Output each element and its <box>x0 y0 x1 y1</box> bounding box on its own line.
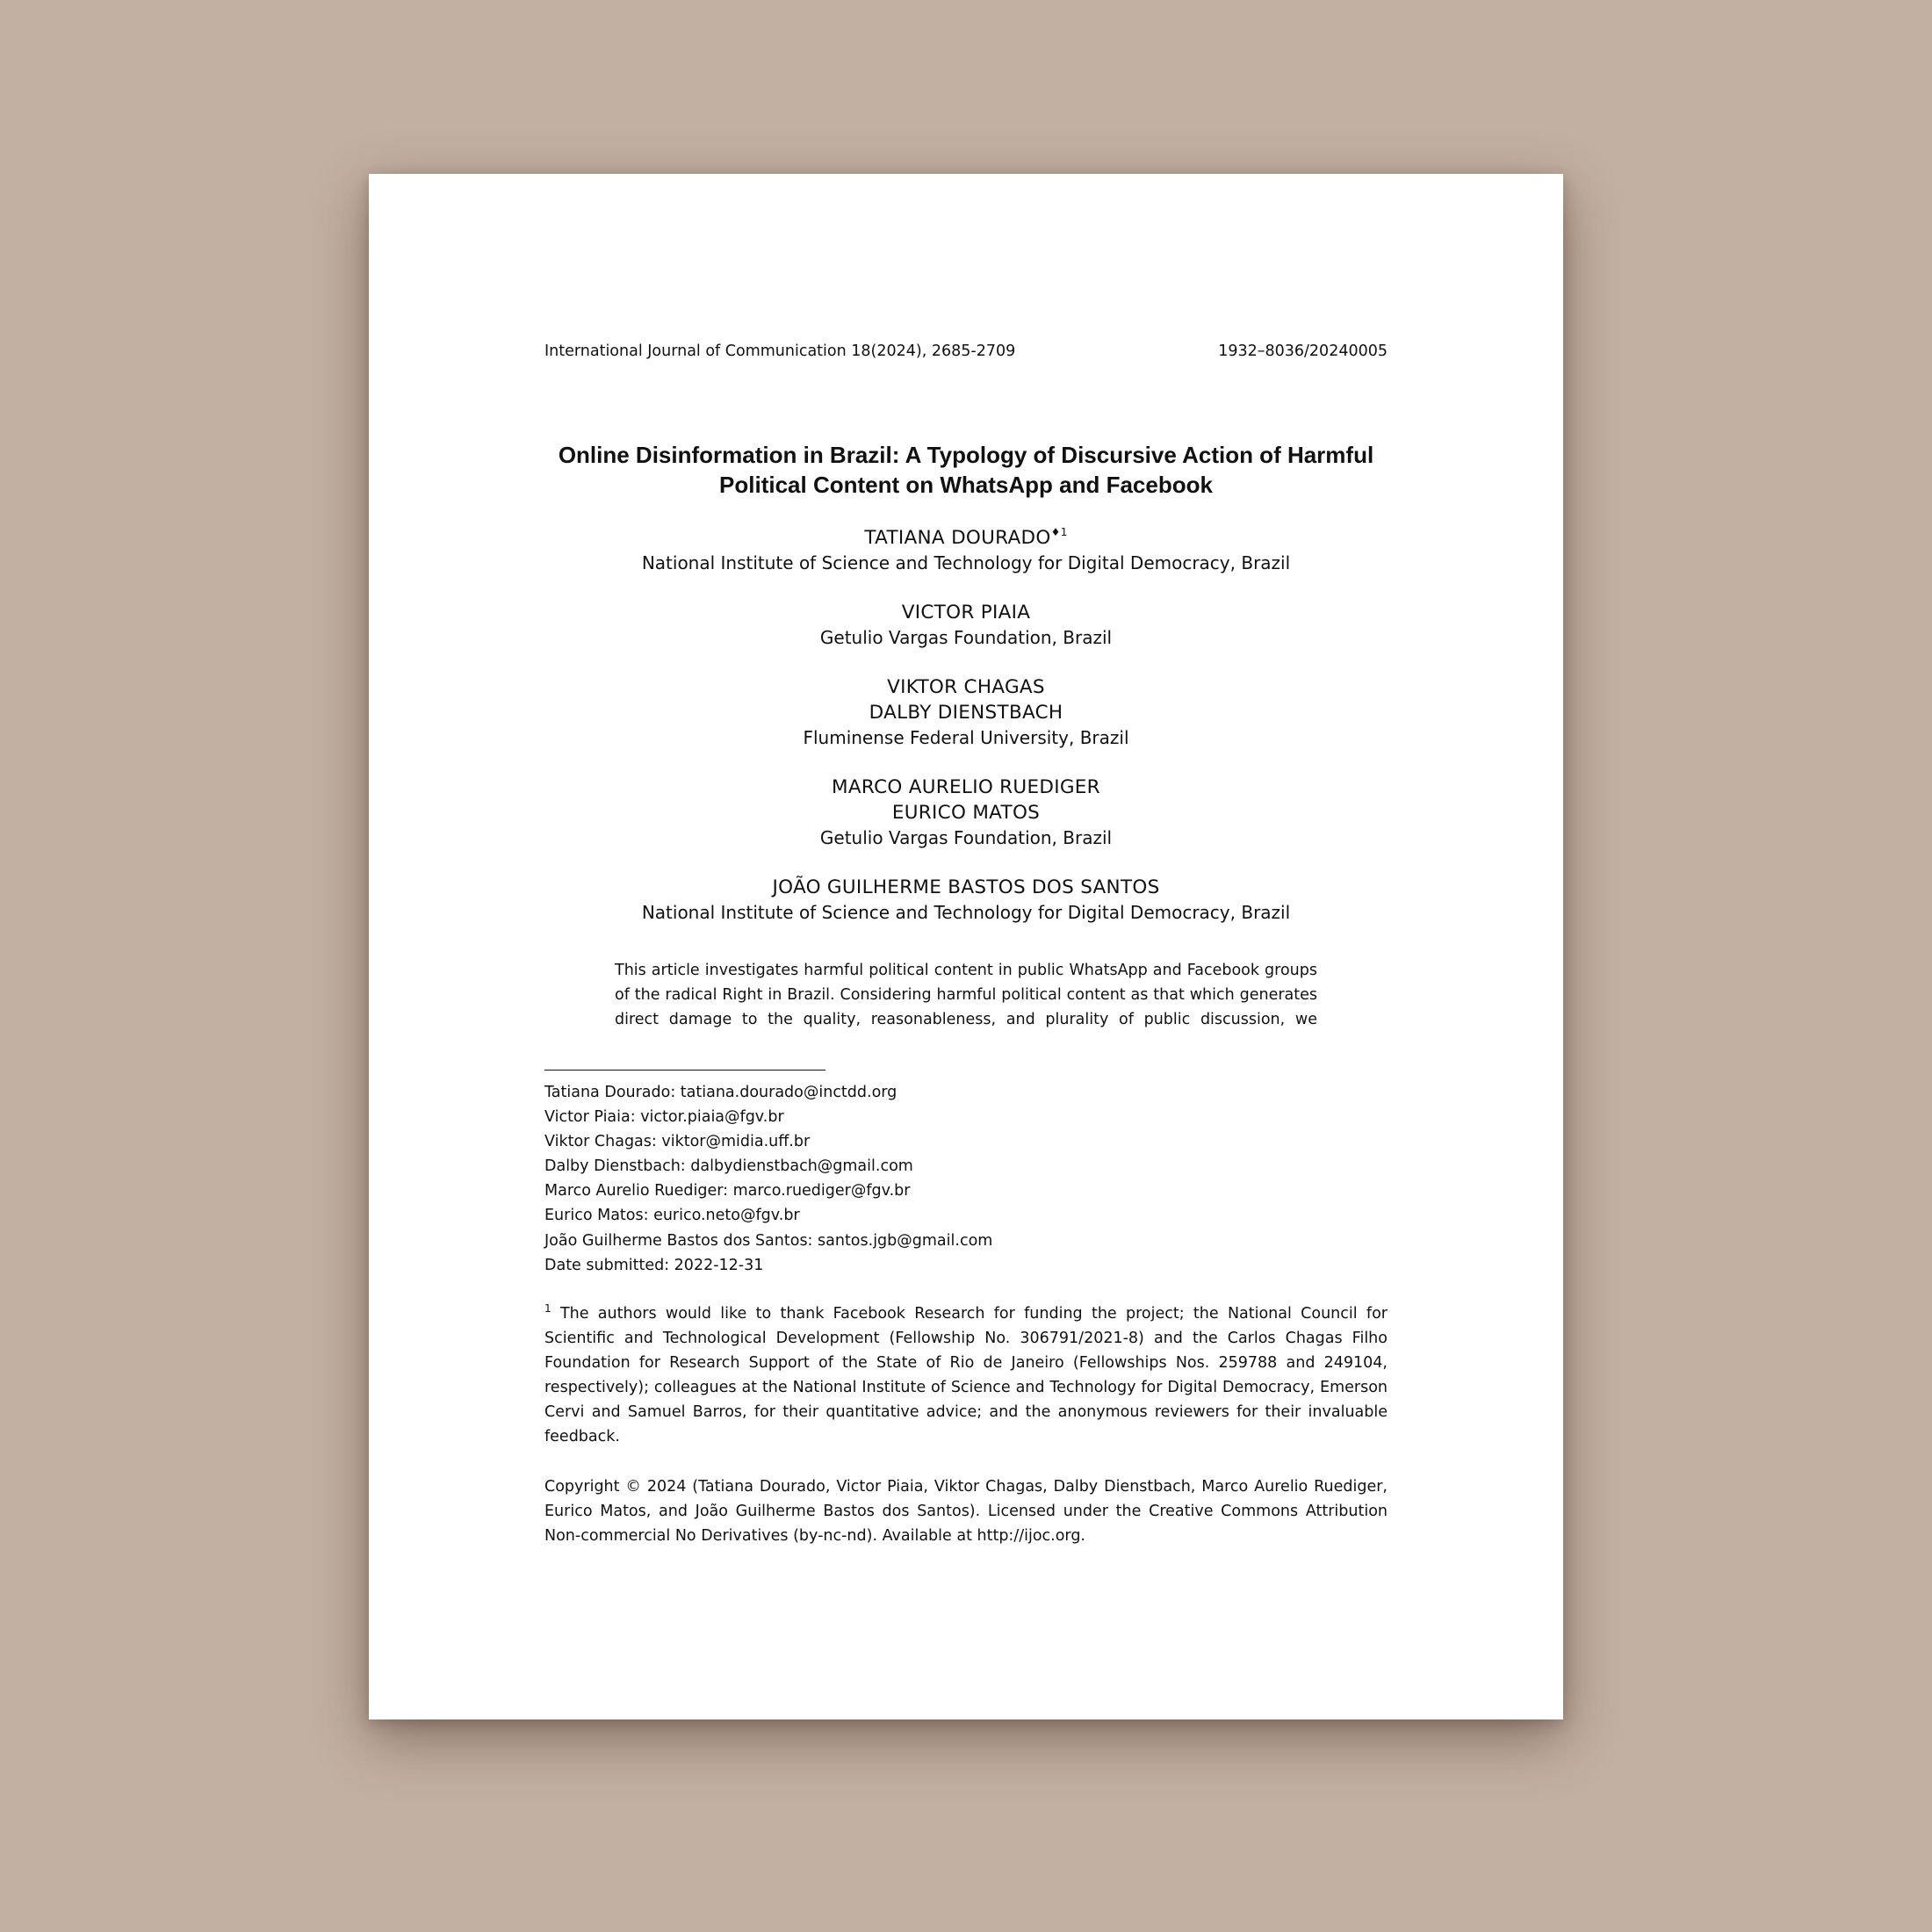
author-list <box>544 525 1388 949</box>
author-name: JOÃO GUILHERME BASTOS DOS SANTOS <box>772 876 1160 898</box>
contact-line: Marco Aurelio Ruediger: marco.ruediger@fgv.br <box>544 1182 911 1200</box>
footnote-text: The authors would like to thank Facebook Research for funding the project; the National Council for Scientific and Technological Development (Fellowship No. 306791/2021-8) and the Carlos Chagas Filho Foundation for Research Support of the State of Rio de Janeiro (Fellowships Nos. 259788 and 249104, respectively); colleagues at the National Institute of Science and Technology for Digital Democracy, Emerson Cervi and Samuel Barros, for their quantitative advice; and the anonymous reviewers for their invaluable feedback. <box>544 1305 1388 1446</box>
abstract-line: This article investigates harmful political content in public WhatsApp and Facebook groups <box>615 962 1317 979</box>
contact-line: Dalby Dienstbach: dalbydienstbach@gmail.com <box>544 1157 913 1176</box>
footnote-mark: 1 <box>544 1302 551 1315</box>
author-affiliation: Getulio Vargas Foundation, Brazil <box>819 627 1113 648</box>
contact-line: Eurico Matos: eurico.neto@fgv.br <box>544 1207 800 1225</box>
abstract-line: of the radical Right in Brazil. Considering harmful political content as that which generates <box>615 986 1317 1004</box>
running-head <box>544 342 1388 360</box>
journal-citation: International Journal of Communication 18(2024), 2685-2709 <box>544 342 1016 360</box>
author-group <box>544 775 1388 851</box>
date-submitted: Date submitted: 2022-12-31 <box>544 1256 764 1274</box>
author-name: VIKTOR CHAGAS <box>887 676 1045 698</box>
author-group <box>544 875 1388 926</box>
abstract <box>615 958 1317 1032</box>
author-contacts <box>544 1080 1388 1278</box>
contact-line: Viktor Chagas: viktor@midia.uff.br <box>544 1133 811 1151</box>
footnote-divider <box>544 1070 825 1071</box>
author-footnote-mark: ♦1 <box>1050 526 1068 538</box>
title-line-1: Online Disinformation in Brazil: A Typology of Discursive Action of Harmful <box>558 442 1374 468</box>
contact-line: João Guilherme Bastos dos Santos: santos.jgb@gmail.com <box>544 1231 993 1250</box>
author-name: EURICO MATOS <box>891 802 1041 824</box>
author-name: DALBY DIENSTBACH <box>869 702 1063 724</box>
author-affiliation: National Institute of Science and Technology for Digital Democracy, Brazil <box>641 902 1291 923</box>
author-group <box>544 525 1388 576</box>
author-name: MARCO AURELIO RUEDIGER <box>832 776 1100 798</box>
author-group <box>544 600 1388 651</box>
author-affiliation: Fluminense Federal University, Brazil <box>803 727 1129 748</box>
article-title <box>544 440 1388 500</box>
author-name: VICTOR PIAIA <box>901 602 1031 624</box>
contact-line: Tatiana Dourado: tatiana.dourado@inctdd.org <box>544 1084 898 1101</box>
title-line-2: Political Content on WhatsApp and Facebook <box>719 472 1213 498</box>
author-group <box>544 674 1388 751</box>
footnote <box>544 1301 1388 1450</box>
copyright-notice: Copyright © 2024 (Tatiana Dourado, Victor Piaia, Viktor Chagas, Dalby Dienstbach, Marco Aurelio Ruediger, Eurico Matos, and João Guilherme Bastos dos Santos). Licensed under the Creative Commons Attribution Non-commercial No Derivatives (by-nc-nd). Available at http://ijoc.org. <box>544 1478 1388 1546</box>
abstract-line: direct damage to the quality, reasonableness, and plurality of public discussion, we <box>615 1011 1317 1028</box>
author-name: TATIANA $DOURADO^{♦1}$ <box>864 526 1068 549</box>
paper-page <box>369 174 1563 1719</box>
author-affiliation: National Institute of Science and Technology for Digital Democracy, Brazil <box>641 552 1291 573</box>
contact-line: Victor Piaia: victor.piaia@fgv.br <box>544 1108 784 1127</box>
author-affiliation: Getulio Vargas Foundation, Brazil <box>819 827 1113 848</box>
issn: 1932–8036/20240005 <box>1218 342 1388 360</box>
